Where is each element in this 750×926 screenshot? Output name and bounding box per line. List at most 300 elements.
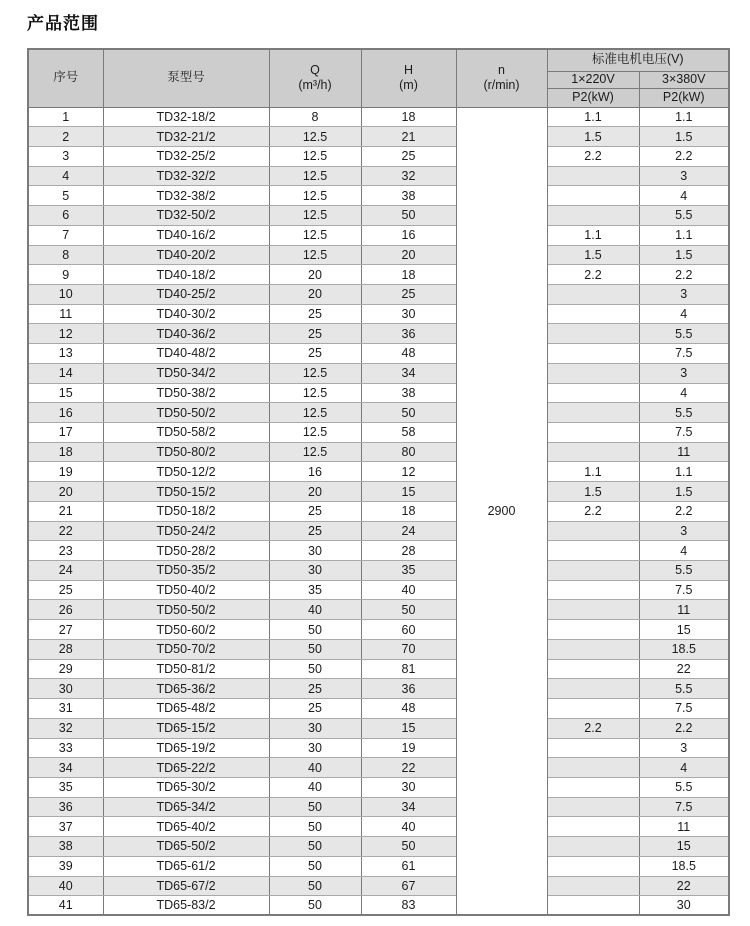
- p2-380v-cell: 7.5: [639, 580, 729, 600]
- p2-380v-cell: 4: [639, 758, 729, 778]
- serial-number-cell: 17: [28, 423, 103, 443]
- table-row: [28, 501, 729, 521]
- flow-q-cell: 25: [269, 324, 361, 344]
- serial-number-cell: 8: [28, 245, 103, 265]
- p2-380v-cell: 1.1: [639, 225, 729, 245]
- serial-number-cell: 39: [28, 856, 103, 876]
- p2-380v-cell: 3: [639, 363, 729, 383]
- head-h-cell: 60: [361, 620, 456, 640]
- serial-number-cell: 29: [28, 659, 103, 679]
- flow-q-cell: 50: [269, 620, 361, 640]
- header-voltage-380: 3×380V: [639, 71, 729, 88]
- serial-number-cell: 13: [28, 344, 103, 364]
- p2-380v-cell: 3: [639, 284, 729, 304]
- table-row: [28, 738, 729, 758]
- table-row: [28, 777, 729, 797]
- pump-model-cell: TD40-18/2: [103, 265, 269, 285]
- head-h-cell: 50: [361, 206, 456, 226]
- head-h-cell: 34: [361, 797, 456, 817]
- header-pump-model: 泵型号: [103, 49, 269, 107]
- serial-number-cell: 5: [28, 186, 103, 206]
- pump-model-cell: TD40-25/2: [103, 284, 269, 304]
- p2-220v-cell: [547, 442, 639, 462]
- head-h-cell: 15: [361, 482, 456, 502]
- table-row: [28, 344, 729, 364]
- pump-model-cell: TD65-22/2: [103, 758, 269, 778]
- serial-number-cell: 15: [28, 383, 103, 403]
- flow-q-cell: 25: [269, 699, 361, 719]
- speed-n-value-cell: 2900: [456, 107, 547, 915]
- p2-220v-cell: 1.1: [547, 225, 639, 245]
- table-row: [28, 225, 729, 245]
- p2-220v-cell: 1.1: [547, 107, 639, 127]
- serial-number-cell: 36: [28, 797, 103, 817]
- head-h-cell: 18: [361, 501, 456, 521]
- pump-model-cell: TD40-20/2: [103, 245, 269, 265]
- p2-220v-cell: [547, 817, 639, 837]
- p2-220v-cell: [547, 699, 639, 719]
- head-h-cell: 38: [361, 186, 456, 206]
- serial-number-cell: 6: [28, 206, 103, 226]
- p2-380v-cell: 15: [639, 837, 729, 857]
- serial-number-cell: 18: [28, 442, 103, 462]
- flow-q-cell: 12.5: [269, 166, 361, 186]
- header-p2-380: P2(kW): [639, 88, 729, 107]
- p2-380v-cell: 4: [639, 304, 729, 324]
- p2-380v-cell: 7.5: [639, 344, 729, 364]
- pump-model-cell: TD65-30/2: [103, 777, 269, 797]
- serial-number-cell: 24: [28, 561, 103, 581]
- serial-number-cell: 27: [28, 620, 103, 640]
- header-q-symbol: Q: [310, 62, 320, 77]
- table-row: [28, 363, 729, 383]
- p2-380v-cell: 5.5: [639, 324, 729, 344]
- table-row: [28, 679, 729, 699]
- flow-q-cell: 50: [269, 659, 361, 679]
- head-h-cell: 15: [361, 718, 456, 738]
- flow-q-cell: 50: [269, 896, 361, 916]
- pump-model-cell: TD32-50/2: [103, 206, 269, 226]
- p2-220v-cell: [547, 363, 639, 383]
- head-h-cell: 19: [361, 738, 456, 758]
- flow-q-cell: 50: [269, 639, 361, 659]
- p2-220v-cell: [547, 580, 639, 600]
- p2-380v-cell: 4: [639, 186, 729, 206]
- head-h-cell: 30: [361, 777, 456, 797]
- flow-q-cell: 25: [269, 501, 361, 521]
- product-table-body: [28, 107, 729, 915]
- serial-number-cell: 33: [28, 738, 103, 758]
- pump-model-cell: TD50-70/2: [103, 639, 269, 659]
- p2-380v-cell: 5.5: [639, 679, 729, 699]
- flow-q-cell: 20: [269, 482, 361, 502]
- pump-model-cell: TD65-15/2: [103, 718, 269, 738]
- pump-model-cell: TD40-30/2: [103, 304, 269, 324]
- flow-q-cell: 25: [269, 521, 361, 541]
- table-row: [28, 186, 729, 206]
- head-h-cell: 34: [361, 363, 456, 383]
- serial-number-cell: 14: [28, 363, 103, 383]
- head-h-cell: 30: [361, 304, 456, 324]
- flow-q-cell: 25: [269, 344, 361, 364]
- head-h-cell: 48: [361, 344, 456, 364]
- table-row: [28, 876, 729, 896]
- head-h-cell: 32: [361, 166, 456, 186]
- head-h-cell: 25: [361, 284, 456, 304]
- table-row: [28, 127, 729, 147]
- flow-q-cell: 50: [269, 837, 361, 857]
- p2-220v-cell: [547, 324, 639, 344]
- p2-380v-cell: 7.5: [639, 423, 729, 443]
- p2-380v-cell: 1.1: [639, 107, 729, 127]
- p2-220v-cell: [547, 541, 639, 561]
- p2-220v-cell: 2.2: [547, 718, 639, 738]
- serial-number-cell: 12: [28, 324, 103, 344]
- p2-220v-cell: [547, 738, 639, 758]
- table-row: [28, 482, 729, 502]
- table-row: [28, 423, 729, 443]
- p2-220v-cell: [547, 284, 639, 304]
- flow-q-cell: 50: [269, 817, 361, 837]
- head-h-cell: 16: [361, 225, 456, 245]
- table-row: [28, 521, 729, 541]
- header-p2-220: P2(kW): [547, 88, 639, 107]
- head-h-cell: 21: [361, 127, 456, 147]
- pump-model-cell: TD50-18/2: [103, 501, 269, 521]
- head-h-cell: 22: [361, 758, 456, 778]
- p2-220v-cell: 1.1: [547, 462, 639, 482]
- p2-220v-cell: [547, 521, 639, 541]
- flow-q-cell: 12.5: [269, 127, 361, 147]
- p2-380v-cell: 11: [639, 817, 729, 837]
- header-head-h: [361, 49, 456, 107]
- serial-number-cell: 20: [28, 482, 103, 502]
- table-row: [28, 462, 729, 482]
- header-speed-n: [456, 49, 547, 107]
- pump-model-cell: TD50-80/2: [103, 442, 269, 462]
- p2-220v-cell: [547, 758, 639, 778]
- p2-380v-cell: 2.2: [639, 501, 729, 521]
- p2-380v-cell: 22: [639, 659, 729, 679]
- p2-220v-cell: [547, 600, 639, 620]
- head-h-cell: 67: [361, 876, 456, 896]
- pump-model-cell: TD32-18/2: [103, 107, 269, 127]
- table-row: [28, 817, 729, 837]
- flow-q-cell: 12.5: [269, 403, 361, 423]
- p2-380v-cell: 18.5: [639, 639, 729, 659]
- serial-number-cell: 7: [28, 225, 103, 245]
- head-h-cell: 25: [361, 146, 456, 166]
- p2-220v-cell: [547, 561, 639, 581]
- head-h-cell: 58: [361, 423, 456, 443]
- serial-number-cell: 40: [28, 876, 103, 896]
- table-row: [28, 107, 729, 127]
- head-h-cell: 20: [361, 245, 456, 265]
- table-row: [28, 758, 729, 778]
- table-row: [28, 403, 729, 423]
- head-h-cell: 50: [361, 837, 456, 857]
- p2-380v-cell: 18.5: [639, 856, 729, 876]
- head-h-cell: 36: [361, 679, 456, 699]
- table-row: [28, 561, 729, 581]
- table-row: [28, 718, 729, 738]
- table-row: [28, 265, 729, 285]
- p2-380v-cell: 5.5: [639, 206, 729, 226]
- pump-model-cell: TD50-50/2: [103, 403, 269, 423]
- table-row: [28, 856, 729, 876]
- flow-q-cell: 50: [269, 856, 361, 876]
- pump-model-cell: TD50-28/2: [103, 541, 269, 561]
- head-h-cell: 40: [361, 580, 456, 600]
- head-h-cell: 50: [361, 403, 456, 423]
- p2-220v-cell: [547, 777, 639, 797]
- serial-number-cell: 23: [28, 541, 103, 561]
- serial-number-cell: 16: [28, 403, 103, 423]
- p2-220v-cell: [547, 659, 639, 679]
- table-row: [28, 383, 729, 403]
- head-h-cell: 36: [361, 324, 456, 344]
- table-row: [28, 245, 729, 265]
- serial-number-cell: 26: [28, 600, 103, 620]
- serial-number-cell: 4: [28, 166, 103, 186]
- flow-q-cell: 12.5: [269, 442, 361, 462]
- serial-number-cell: 10: [28, 284, 103, 304]
- head-h-cell: 81: [361, 659, 456, 679]
- pump-model-cell: TD50-58/2: [103, 423, 269, 443]
- p2-220v-cell: [547, 344, 639, 364]
- pump-model-cell: TD32-21/2: [103, 127, 269, 147]
- pump-model-cell: TD50-38/2: [103, 383, 269, 403]
- pump-model-cell: TD65-50/2: [103, 837, 269, 857]
- p2-380v-cell: 1.5: [639, 127, 729, 147]
- p2-380v-cell: 30: [639, 896, 729, 916]
- p2-220v-cell: 1.5: [547, 482, 639, 502]
- pump-model-cell: TD65-19/2: [103, 738, 269, 758]
- p2-380v-cell: 3: [639, 166, 729, 186]
- pump-model-cell: TD50-81/2: [103, 659, 269, 679]
- product-spec-table: [27, 48, 730, 916]
- flow-q-cell: 16: [269, 462, 361, 482]
- serial-number-cell: 32: [28, 718, 103, 738]
- serial-number-cell: 22: [28, 521, 103, 541]
- pump-model-cell: TD65-61/2: [103, 856, 269, 876]
- p2-380v-cell: 1.5: [639, 482, 729, 502]
- flow-q-cell: 8: [269, 107, 361, 127]
- pump-model-cell: TD40-48/2: [103, 344, 269, 364]
- serial-number-cell: 21: [28, 501, 103, 521]
- header-q-unit: (m³/h): [298, 78, 332, 93]
- p2-220v-cell: 1.5: [547, 127, 639, 147]
- header-flow-q: [269, 49, 361, 107]
- table-row: [28, 304, 729, 324]
- head-h-cell: 50: [361, 600, 456, 620]
- p2-380v-cell: 2.2: [639, 146, 729, 166]
- p2-220v-cell: [547, 423, 639, 443]
- p2-220v-cell: [547, 186, 639, 206]
- p2-380v-cell: 7.5: [639, 797, 729, 817]
- flow-q-cell: 30: [269, 541, 361, 561]
- serial-number-cell: 35: [28, 777, 103, 797]
- p2-220v-cell: 1.5: [547, 245, 639, 265]
- table-row: [28, 146, 729, 166]
- flow-q-cell: 30: [269, 738, 361, 758]
- flow-q-cell: 12.5: [269, 146, 361, 166]
- p2-220v-cell: [547, 166, 639, 186]
- head-h-cell: 12: [361, 462, 456, 482]
- header-n-unit: (r/min): [483, 78, 520, 93]
- p2-220v-cell: [547, 383, 639, 403]
- p2-380v-cell: 3: [639, 521, 729, 541]
- p2-220v-cell: [547, 620, 639, 640]
- flow-q-cell: 40: [269, 777, 361, 797]
- pump-model-cell: TD65-34/2: [103, 797, 269, 817]
- p2-380v-cell: 11: [639, 600, 729, 620]
- pump-model-cell: TD65-36/2: [103, 679, 269, 699]
- header-h-unit: (m): [399, 78, 418, 93]
- head-h-cell: 70: [361, 639, 456, 659]
- table-row: [28, 896, 729, 916]
- p2-380v-cell: 5.5: [639, 561, 729, 581]
- flow-q-cell: 12.5: [269, 245, 361, 265]
- table-row: [28, 797, 729, 817]
- pump-model-cell: TD65-40/2: [103, 817, 269, 837]
- p2-380v-cell: 2.2: [639, 718, 729, 738]
- p2-380v-cell: 15: [639, 620, 729, 640]
- head-h-cell: 61: [361, 856, 456, 876]
- pump-model-cell: TD65-83/2: [103, 896, 269, 916]
- head-h-cell: 83: [361, 896, 456, 916]
- pump-model-cell: TD50-24/2: [103, 521, 269, 541]
- flow-q-cell: 20: [269, 265, 361, 285]
- head-h-cell: 24: [361, 521, 456, 541]
- table-row: [28, 620, 729, 640]
- table-row: [28, 580, 729, 600]
- head-h-cell: 18: [361, 265, 456, 285]
- table-row: [28, 206, 729, 226]
- table-row: [28, 166, 729, 186]
- pump-model-cell: TD32-25/2: [103, 146, 269, 166]
- p2-220v-cell: [547, 876, 639, 896]
- flow-q-cell: 20: [269, 284, 361, 304]
- flow-q-cell: 25: [269, 304, 361, 324]
- header-serial-number: 序号: [28, 49, 103, 107]
- p2-220v-cell: [547, 837, 639, 857]
- flow-q-cell: 12.5: [269, 206, 361, 226]
- flow-q-cell: 40: [269, 600, 361, 620]
- p2-380v-cell: 3: [639, 738, 729, 758]
- flow-q-cell: 35: [269, 580, 361, 600]
- flow-q-cell: 12.5: [269, 186, 361, 206]
- serial-number-cell: 1: [28, 107, 103, 127]
- pump-model-cell: TD65-48/2: [103, 699, 269, 719]
- serial-number-cell: 41: [28, 896, 103, 916]
- p2-380v-cell: 5.5: [639, 777, 729, 797]
- table-row: [28, 600, 729, 620]
- p2-380v-cell: 7.5: [639, 699, 729, 719]
- pump-model-cell: TD40-36/2: [103, 324, 269, 344]
- p2-380v-cell: 11: [639, 442, 729, 462]
- header-voltage-220: 1×220V: [547, 71, 639, 88]
- header-n-symbol: n: [498, 62, 505, 77]
- pump-model-cell: TD50-15/2: [103, 482, 269, 502]
- head-h-cell: 38: [361, 383, 456, 403]
- p2-380v-cell: 4: [639, 383, 729, 403]
- table-row: [28, 541, 729, 561]
- p2-220v-cell: [547, 679, 639, 699]
- serial-number-cell: 3: [28, 146, 103, 166]
- table-row: [28, 837, 729, 857]
- flow-q-cell: 12.5: [269, 383, 361, 403]
- table-header: [28, 49, 729, 107]
- p2-380v-cell: 1.5: [639, 245, 729, 265]
- table-row: [28, 699, 729, 719]
- flow-q-cell: 25: [269, 679, 361, 699]
- head-h-cell: 40: [361, 817, 456, 837]
- p2-380v-cell: 22: [639, 876, 729, 896]
- p2-220v-cell: 2.2: [547, 146, 639, 166]
- p2-220v-cell: 2.2: [547, 265, 639, 285]
- p2-220v-cell: [547, 639, 639, 659]
- p2-220v-cell: [547, 797, 639, 817]
- serial-number-cell: 34: [28, 758, 103, 778]
- header-voltage-group: 标准电机电压(V): [547, 49, 729, 71]
- flow-q-cell: 40: [269, 758, 361, 778]
- flow-q-cell: 30: [269, 718, 361, 738]
- table-row: [28, 324, 729, 344]
- p2-220v-cell: [547, 896, 639, 916]
- flow-q-cell: 12.5: [269, 423, 361, 443]
- pump-model-cell: TD32-38/2: [103, 186, 269, 206]
- pump-model-cell: TD32-32/2: [103, 166, 269, 186]
- pump-model-cell: TD50-35/2: [103, 561, 269, 581]
- header-h-symbol: H: [403, 62, 414, 77]
- p2-220v-cell: [547, 856, 639, 876]
- table-row: [28, 659, 729, 679]
- head-h-cell: 28: [361, 541, 456, 561]
- flow-q-cell: 12.5: [269, 225, 361, 245]
- pump-model-cell: TD65-67/2: [103, 876, 269, 896]
- flow-q-cell: 50: [269, 876, 361, 896]
- p2-380v-cell: 2.2: [639, 265, 729, 285]
- serial-number-cell: 9: [28, 265, 103, 285]
- pump-model-cell: TD50-34/2: [103, 363, 269, 383]
- serial-number-cell: 11: [28, 304, 103, 324]
- page-title: 产品范围: [27, 14, 99, 33]
- flow-q-cell: 12.5: [269, 363, 361, 383]
- head-h-cell: 35: [361, 561, 456, 581]
- table-row: [28, 639, 729, 659]
- head-h-cell: 48: [361, 699, 456, 719]
- flow-q-cell: 30: [269, 561, 361, 581]
- p2-380v-cell: 4: [639, 541, 729, 561]
- p2-220v-cell: [547, 304, 639, 324]
- p2-220v-cell: [547, 403, 639, 423]
- serial-number-cell: 37: [28, 817, 103, 837]
- pump-model-cell: TD50-40/2: [103, 580, 269, 600]
- flow-q-cell: 50: [269, 797, 361, 817]
- p2-220v-cell: 2.2: [547, 501, 639, 521]
- serial-number-cell: 28: [28, 639, 103, 659]
- head-h-cell: 80: [361, 442, 456, 462]
- serial-number-cell: 19: [28, 462, 103, 482]
- table-row: [28, 284, 729, 304]
- serial-number-cell: 31: [28, 699, 103, 719]
- pump-model-cell: TD40-16/2: [103, 225, 269, 245]
- pump-model-cell: TD50-50/2: [103, 600, 269, 620]
- serial-number-cell: 25: [28, 580, 103, 600]
- table-row: [28, 442, 729, 462]
- p2-380v-cell: 5.5: [639, 403, 729, 423]
